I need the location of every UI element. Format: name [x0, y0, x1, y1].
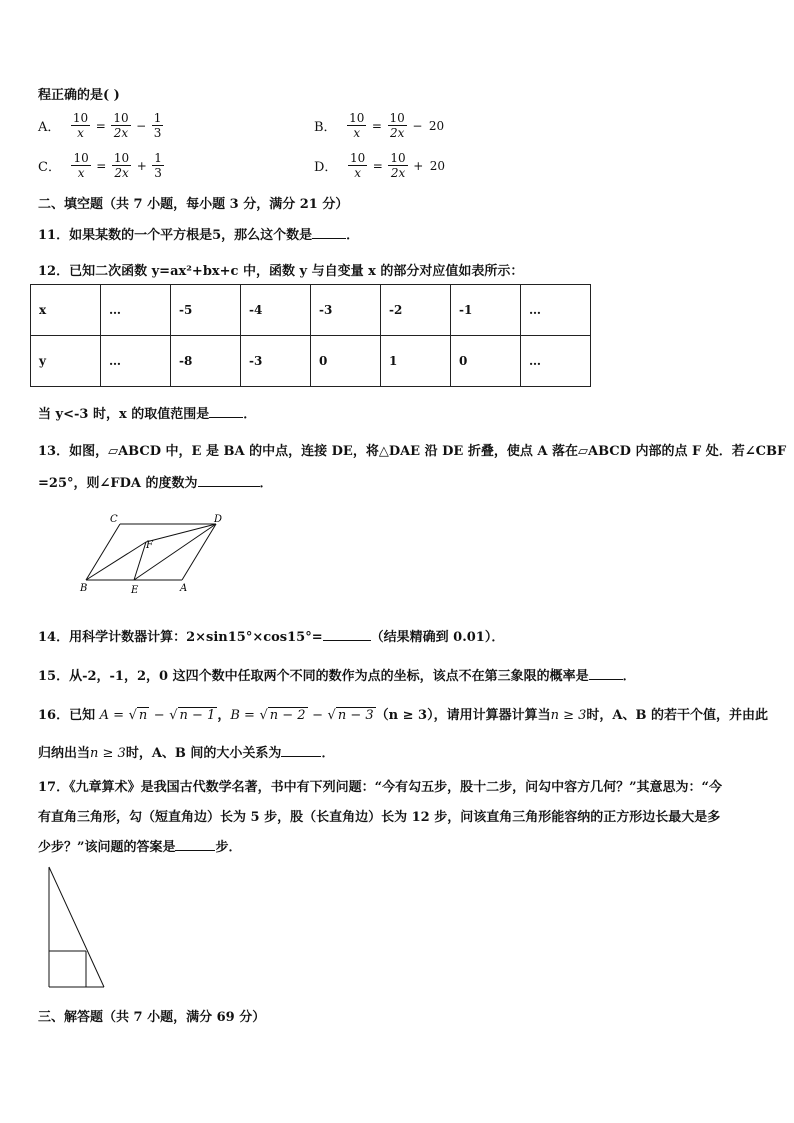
option-label: A．	[38, 120, 61, 135]
point-label-b: B	[80, 583, 88, 594]
point-label-e: E	[131, 585, 139, 596]
table-row	[31, 285, 591, 336]
table-cell: y	[31, 336, 101, 387]
answer-blank[interactable]	[209, 405, 243, 418]
table-cell: -1	[451, 285, 521, 336]
option-label: D．	[314, 160, 338, 175]
q17-line3: 少步？”该问题的答案是 步．	[38, 840, 242, 855]
q14: 14．用科学计数器计算：2×sin15°×cos15°= （结果精确到 0.01）．	[38, 630, 505, 645]
q10-stem-tail: 程正确的是( )	[38, 88, 120, 103]
right-triangle-figure	[44, 864, 114, 994]
q10-option-d[interactable]: D． $\frac{10}{x}$ = $\frac{10}{2x}$ + 20	[314, 151, 446, 180]
table-cell: 1	[381, 336, 451, 387]
table-cell: …	[101, 336, 171, 387]
q16-line1: 16．已知 A = √ n − √ n − 1 ，B = √ n − 2 − √ n − 3 （n ≥ 3），请用计算器计算当n ≥ 3时，A、B 的若干个值，并由此	[38, 708, 769, 723]
point-label-f: F	[146, 540, 153, 551]
q12-value-table	[30, 284, 591, 387]
q17-line2: 有直角三角形，勾（短直角边）长为 5 步，股（长直角边）长为 12 步，问该直角三角形能容纳的正方形边长最大是多	[38, 810, 721, 825]
table-row	[31, 336, 591, 387]
table-cell: -3	[311, 285, 381, 336]
answer-blank[interactable]	[175, 838, 215, 851]
table-cell: …	[101, 285, 171, 336]
q12-after: 当 y<-3 时，x 的取值范围是 ．	[38, 407, 257, 422]
table-cell: 0	[451, 336, 521, 387]
q13-line2: =25°，则∠FDA 的度数为 ．	[38, 476, 273, 491]
point-label-c: C	[110, 514, 118, 525]
q12-stem: 12．已知二次函数 y=ax²+bx+c 中，函数 y 与自变量 x 的部分对应值如表所示：	[38, 264, 524, 279]
answer-blank[interactable]	[323, 628, 371, 641]
q10-option-b[interactable]: B． $\frac{10}{x}$ = $\frac{10}{2x}$ − 20	[314, 111, 445, 140]
answer-blank[interactable]	[281, 744, 321, 757]
table-cell: …	[521, 336, 591, 387]
option-label: B．	[314, 120, 337, 135]
table-cell: -4	[241, 285, 311, 336]
table-cell: 0	[311, 336, 381, 387]
answer-blank[interactable]	[198, 474, 260, 487]
q16-line2: 归纳出当n ≥ 3时，A、B 间的大小关系为 ．	[38, 746, 335, 761]
q10-option-a[interactable]: A． $\frac{10}{x}$ = $\frac{10}{2x}$ − $\frac{1}{3}$	[38, 111, 162, 140]
answer-blank[interactable]	[312, 226, 346, 239]
table-cell: -2	[381, 285, 451, 336]
parallelogram-figure	[76, 512, 236, 602]
q10-option-c[interactable]: C． $\frac{10}{x}$ = $\frac{10}{2x}$ + $\frac{1}{3}$	[38, 151, 162, 180]
q13-line1: 13．如图，▱ABCD 中，E 是 BA 的中点，连接 DE，将△DAE 沿 DE 折叠，使点 A 落在▱ABCD 内部的点 F 处．若∠CBF	[38, 444, 787, 459]
q15: 15．从-2，-1，2，0 这四个数中任取两个不同的数作为点的坐标，该点不在第三象限的概率是 ．	[38, 669, 636, 684]
q17-line1: 17．《九章算术》是我国古代数学名著，书中有下列问题：“今有勾五步，股十二步，问勾中容方几何？”其意思为：“今	[38, 780, 723, 795]
q11: 11．如果某数的一个平方根是5，那么这个数是 ．	[38, 228, 360, 243]
option-label: C．	[38, 160, 61, 175]
table-cell: …	[521, 285, 591, 336]
table-cell: -5	[171, 285, 241, 336]
table-cell: x	[31, 285, 101, 336]
section-3-heading: 三、解答题（共 7 小题，满分 69 分）	[38, 1010, 266, 1025]
table-cell: -8	[171, 336, 241, 387]
answer-blank[interactable]	[589, 667, 623, 680]
section-2-heading: 二、填空题（共 7 小题，每小题 3 分，满分 21 分）	[38, 197, 349, 212]
point-label-a: A	[180, 583, 188, 594]
point-label-d: D	[214, 514, 223, 525]
table-cell: -3	[241, 336, 311, 387]
